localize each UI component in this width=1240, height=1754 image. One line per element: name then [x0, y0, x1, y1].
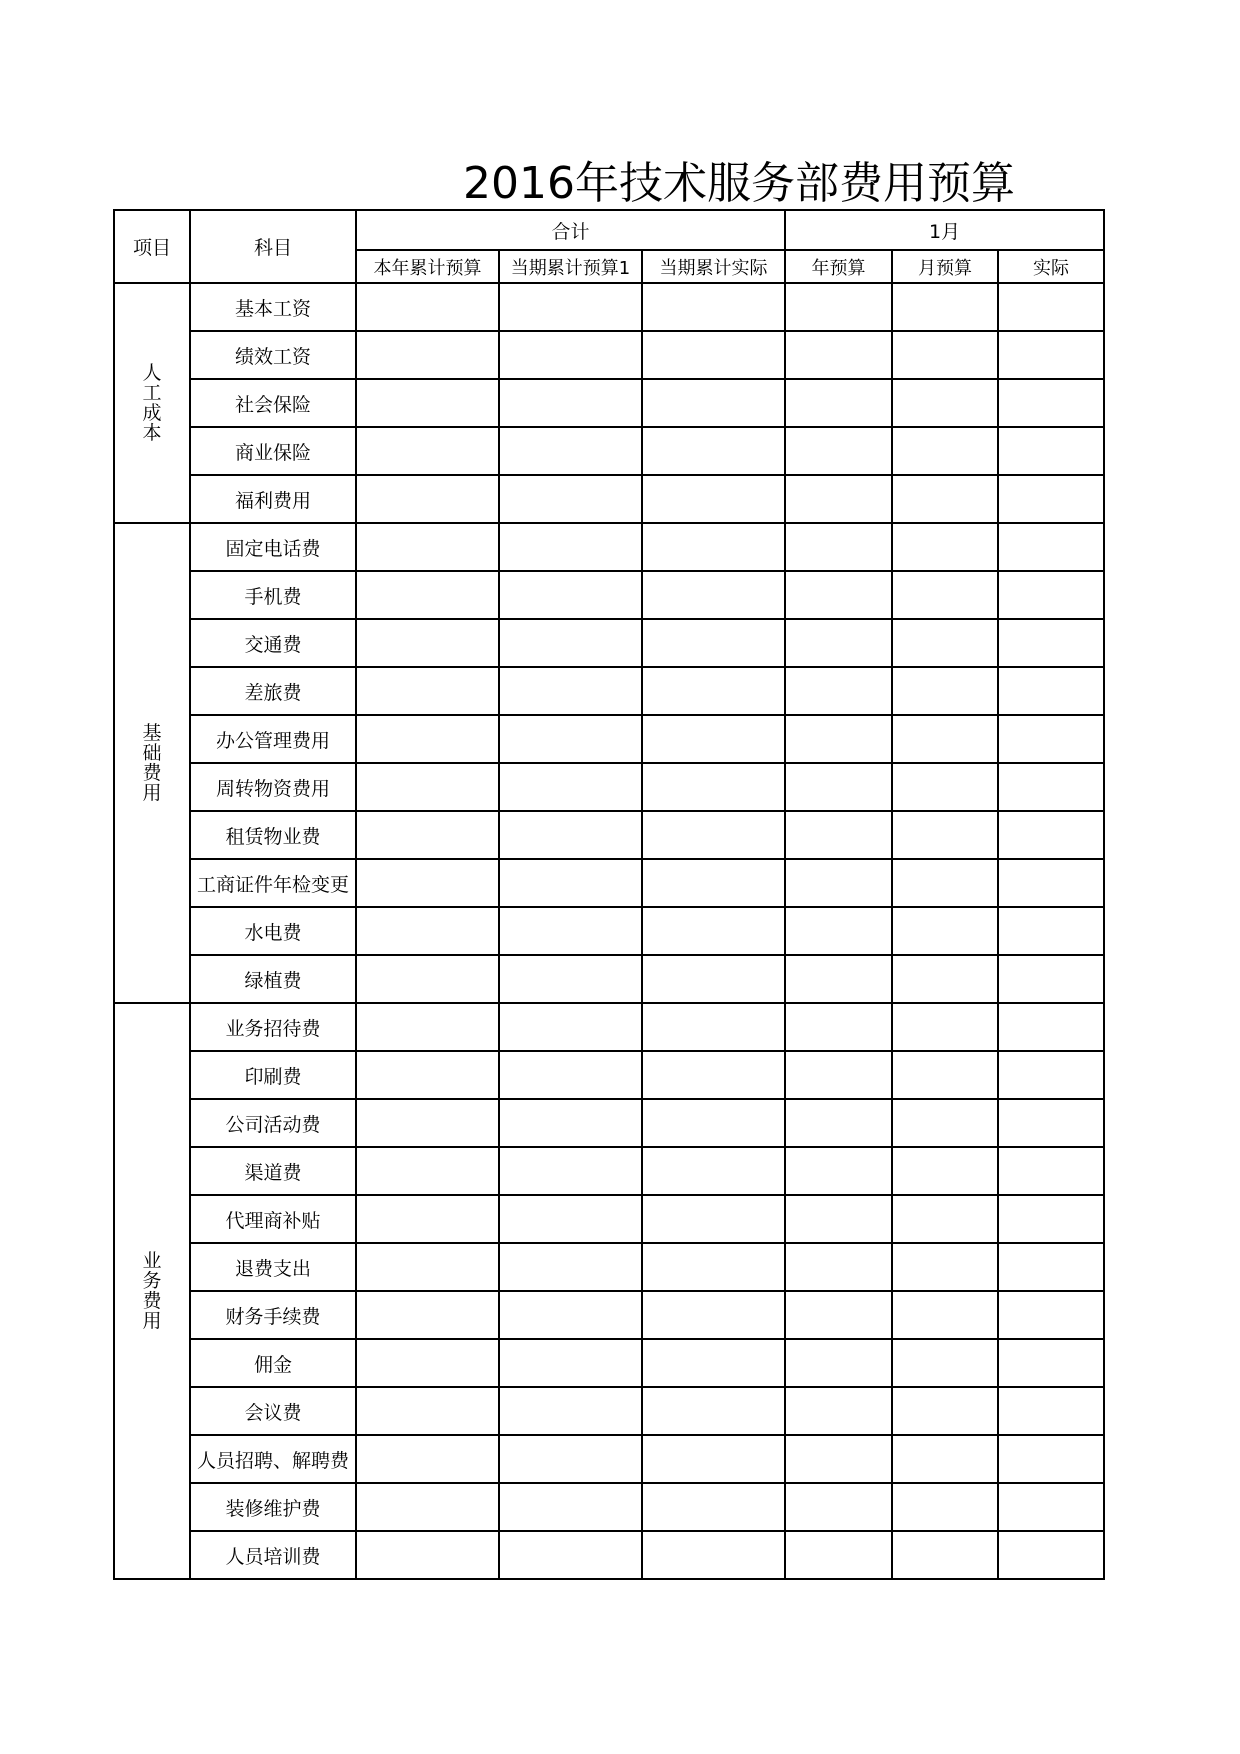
- value-cell[interactable]: [642, 619, 785, 667]
- value-cell[interactable]: [892, 763, 998, 811]
- value-cell[interactable]: [892, 1099, 998, 1147]
- table-row: [114, 1435, 1104, 1483]
- table-row: [114, 667, 1104, 715]
- value-cell[interactable]: [892, 1339, 998, 1387]
- value-cell[interactable]: [892, 907, 998, 955]
- value-cell[interactable]: [499, 1243, 642, 1291]
- value-cell[interactable]: [892, 715, 998, 763]
- subject-cell: 福利费用: [190, 475, 356, 523]
- value-cell[interactable]: [499, 331, 642, 379]
- value-cell[interactable]: [785, 859, 892, 907]
- table-row: [114, 1483, 1104, 1531]
- value-cell[interactable]: [998, 379, 1104, 427]
- value-cell[interactable]: [998, 907, 1104, 955]
- subject-cell: 会议费: [190, 1387, 356, 1435]
- subject-cell: 水电费: [190, 907, 356, 955]
- value-cell[interactable]: [892, 571, 998, 619]
- value-cell[interactable]: [499, 907, 642, 955]
- value-cell[interactable]: [998, 763, 1104, 811]
- table-row: [114, 1243, 1104, 1291]
- value-cell[interactable]: [356, 379, 499, 427]
- value-cell[interactable]: [499, 619, 642, 667]
- value-cell[interactable]: [642, 283, 785, 331]
- value-cell[interactable]: [356, 1051, 499, 1099]
- header-year-cumulative-budget: 本年累计预算: [356, 250, 499, 283]
- subject-cell: 佣金: [190, 1339, 356, 1387]
- table-row: [114, 1531, 1104, 1579]
- value-cell[interactable]: [642, 907, 785, 955]
- value-cell[interactable]: [499, 475, 642, 523]
- subject-cell: 租赁物业费: [190, 811, 356, 859]
- value-cell[interactable]: [785, 379, 892, 427]
- value-cell[interactable]: [499, 1291, 642, 1339]
- value-cell[interactable]: [499, 955, 642, 1003]
- value-cell[interactable]: [785, 475, 892, 523]
- header-total-group: 合计: [356, 210, 785, 250]
- value-cell[interactable]: [892, 475, 998, 523]
- value-cell[interactable]: [642, 1195, 785, 1243]
- value-cell[interactable]: [998, 1099, 1104, 1147]
- value-cell[interactable]: [642, 1003, 785, 1051]
- subject-cell: 业务招待费: [190, 1003, 356, 1051]
- value-cell[interactable]: [356, 475, 499, 523]
- value-cell[interactable]: [356, 1291, 499, 1339]
- value-cell[interactable]: [642, 1291, 785, 1339]
- value-cell[interactable]: [892, 1435, 998, 1483]
- value-cell[interactable]: [499, 571, 642, 619]
- group-label: [114, 283, 190, 523]
- value-cell[interactable]: [892, 667, 998, 715]
- header-month-group: 1月: [785, 210, 1104, 250]
- value-cell[interactable]: [499, 1435, 642, 1483]
- value-cell[interactable]: [642, 1099, 785, 1147]
- subject-cell: 商业保险: [190, 427, 356, 475]
- value-cell[interactable]: [892, 523, 998, 571]
- value-cell[interactable]: [642, 427, 785, 475]
- value-cell[interactable]: [785, 283, 892, 331]
- table-row: [114, 1051, 1104, 1099]
- table-row: [114, 955, 1104, 1003]
- value-cell[interactable]: [892, 1147, 998, 1195]
- value-cell[interactable]: [785, 907, 892, 955]
- subject-cell: 交通费: [190, 619, 356, 667]
- value-cell[interactable]: [642, 1531, 785, 1579]
- value-cell[interactable]: [785, 1147, 892, 1195]
- value-cell[interactable]: [892, 1003, 998, 1051]
- subject-cell: 工商证件年检变更: [190, 859, 356, 907]
- value-cell[interactable]: [356, 715, 499, 763]
- value-cell[interactable]: [785, 1003, 892, 1051]
- group-label-char: 费: [142, 762, 162, 784]
- table-row: [114, 907, 1104, 955]
- value-cell[interactable]: [998, 1483, 1104, 1531]
- table-row: [114, 811, 1104, 859]
- group-label-char: 务: [142, 1270, 162, 1292]
- table-row: [114, 427, 1104, 475]
- table-row: [114, 619, 1104, 667]
- value-cell[interactable]: [998, 1147, 1104, 1195]
- header-annual-budget: 年预算: [785, 250, 892, 283]
- value-cell[interactable]: [642, 1387, 785, 1435]
- value-cell[interactable]: [642, 1051, 785, 1099]
- value-cell[interactable]: [356, 1435, 499, 1483]
- value-cell[interactable]: [356, 283, 499, 331]
- value-cell[interactable]: [892, 1195, 998, 1243]
- value-cell[interactable]: [892, 1531, 998, 1579]
- group-label: [114, 523, 190, 1003]
- value-cell[interactable]: [785, 1195, 892, 1243]
- table-row: [114, 1339, 1104, 1387]
- value-cell[interactable]: [642, 379, 785, 427]
- value-cell[interactable]: [892, 859, 998, 907]
- header-period-cumulative-budget: 当期累计预算1: [499, 250, 642, 283]
- table-row: [114, 1195, 1104, 1243]
- subject-cell: 绩效工资: [190, 331, 356, 379]
- subject-cell: 绿植费: [190, 955, 356, 1003]
- subject-cell: 固定电话费: [190, 523, 356, 571]
- value-cell[interactable]: [356, 1243, 499, 1291]
- value-cell[interactable]: [356, 1003, 499, 1051]
- value-cell[interactable]: [499, 1195, 642, 1243]
- value-cell[interactable]: [356, 1147, 499, 1195]
- value-cell[interactable]: [892, 283, 998, 331]
- group-label-char: 本: [142, 422, 162, 444]
- value-cell[interactable]: [998, 1051, 1104, 1099]
- value-cell[interactable]: [785, 715, 892, 763]
- subject-cell: 公司活动费: [190, 1099, 356, 1147]
- group-label-char: 础: [142, 742, 162, 764]
- value-cell[interactable]: [892, 955, 998, 1003]
- value-cell[interactable]: [998, 283, 1104, 331]
- value-cell[interactable]: [642, 1483, 785, 1531]
- value-cell[interactable]: [499, 379, 642, 427]
- value-cell[interactable]: [642, 1147, 785, 1195]
- value-cell[interactable]: [785, 1099, 892, 1147]
- group-label-char: 用: [142, 1310, 162, 1332]
- header-monthly-budget: 月预算: [892, 250, 998, 283]
- table-row: [114, 1003, 1104, 1051]
- subject-cell: 人员招聘、解聘费: [190, 1435, 356, 1483]
- value-cell[interactable]: [499, 1099, 642, 1147]
- value-cell[interactable]: [356, 1483, 499, 1531]
- value-cell[interactable]: [499, 859, 642, 907]
- value-cell[interactable]: [499, 283, 642, 331]
- value-cell[interactable]: [892, 811, 998, 859]
- budget-table: [113, 209, 1105, 1580]
- value-cell[interactable]: [892, 1483, 998, 1531]
- table-row: [114, 715, 1104, 763]
- value-cell[interactable]: [785, 763, 892, 811]
- subject-cell: 渠道费: [190, 1147, 356, 1195]
- value-cell[interactable]: [998, 1195, 1104, 1243]
- group-label-char: 工: [142, 382, 162, 404]
- value-cell[interactable]: [998, 1531, 1104, 1579]
- value-cell[interactable]: [998, 619, 1104, 667]
- value-cell[interactable]: [356, 763, 499, 811]
- value-cell[interactable]: [785, 1291, 892, 1339]
- value-cell[interactable]: [642, 811, 785, 859]
- budget-body: [114, 283, 1104, 1579]
- value-cell[interactable]: [892, 427, 998, 475]
- value-cell[interactable]: [356, 571, 499, 619]
- value-cell[interactable]: [998, 1291, 1104, 1339]
- value-cell[interactable]: [499, 763, 642, 811]
- table-row: [114, 1099, 1104, 1147]
- value-cell[interactable]: [892, 1243, 998, 1291]
- value-cell[interactable]: [642, 667, 785, 715]
- value-cell[interactable]: [998, 427, 1104, 475]
- table-row: [114, 1387, 1104, 1435]
- value-cell[interactable]: [356, 907, 499, 955]
- value-cell[interactable]: [785, 523, 892, 571]
- group-label-char: 用: [142, 782, 162, 804]
- table-row: [114, 331, 1104, 379]
- value-cell[interactable]: [642, 571, 785, 619]
- value-cell[interactable]: [998, 1387, 1104, 1435]
- value-cell[interactable]: [499, 1147, 642, 1195]
- header-actual: 实际: [998, 250, 1104, 283]
- subject-cell: 人员培训费: [190, 1531, 356, 1579]
- value-cell[interactable]: [998, 571, 1104, 619]
- value-cell[interactable]: [356, 1339, 499, 1387]
- group-label-char: 成: [142, 402, 162, 424]
- value-cell[interactable]: [642, 1243, 785, 1291]
- value-cell[interactable]: [642, 1339, 785, 1387]
- table-row: [114, 1291, 1104, 1339]
- value-cell[interactable]: [356, 523, 499, 571]
- value-cell[interactable]: [892, 331, 998, 379]
- value-cell[interactable]: [785, 619, 892, 667]
- value-cell[interactable]: [642, 955, 785, 1003]
- value-cell[interactable]: [499, 1483, 642, 1531]
- value-cell[interactable]: [998, 859, 1104, 907]
- subject-cell: 退费支出: [190, 1243, 356, 1291]
- value-cell[interactable]: [785, 427, 892, 475]
- value-cell[interactable]: [499, 1051, 642, 1099]
- value-cell[interactable]: [785, 1243, 892, 1291]
- value-cell[interactable]: [785, 1051, 892, 1099]
- value-cell[interactable]: [998, 667, 1104, 715]
- value-cell[interactable]: [642, 523, 785, 571]
- table-row: [114, 1147, 1104, 1195]
- value-cell[interactable]: [785, 331, 892, 379]
- value-cell[interactable]: [892, 619, 998, 667]
- value-cell[interactable]: [892, 379, 998, 427]
- value-cell[interactable]: [785, 1483, 892, 1531]
- table-row: [114, 523, 1104, 571]
- header-period-cumulative-actual: 当期累计实际: [642, 250, 785, 283]
- value-cell[interactable]: [499, 1387, 642, 1435]
- table-row: [114, 763, 1104, 811]
- value-cell[interactable]: [499, 811, 642, 859]
- value-cell[interactable]: [356, 1387, 499, 1435]
- group-label-char: 人: [142, 362, 162, 384]
- page-title: 2016年技术服务部费用预算: [463, 158, 1015, 209]
- value-cell[interactable]: [642, 763, 785, 811]
- value-cell[interactable]: [499, 715, 642, 763]
- subject-cell: 差旅费: [190, 667, 356, 715]
- group-label: [114, 1003, 190, 1579]
- value-cell[interactable]: [499, 523, 642, 571]
- subject-cell: 财务手续费: [190, 1291, 356, 1339]
- value-cell[interactable]: [892, 1051, 998, 1099]
- value-cell[interactable]: [356, 427, 499, 475]
- subject-cell: 印刷费: [190, 1051, 356, 1099]
- value-cell[interactable]: [499, 427, 642, 475]
- value-cell[interactable]: [499, 1531, 642, 1579]
- value-cell[interactable]: [785, 1531, 892, 1579]
- subject-cell: 手机费: [190, 571, 356, 619]
- value-cell[interactable]: [356, 1531, 499, 1579]
- value-cell[interactable]: [642, 859, 785, 907]
- subject-cell: 基本工资: [190, 283, 356, 331]
- value-cell[interactable]: [642, 475, 785, 523]
- value-cell[interactable]: [998, 1435, 1104, 1483]
- value-cell[interactable]: [499, 1003, 642, 1051]
- value-cell[interactable]: [785, 1387, 892, 1435]
- subject-cell: 周转物资费用: [190, 763, 356, 811]
- value-cell[interactable]: [998, 523, 1104, 571]
- header-project: 项目: [114, 210, 190, 283]
- value-cell[interactable]: [998, 1243, 1104, 1291]
- value-cell[interactable]: [642, 331, 785, 379]
- group-label-char: 业: [142, 1250, 162, 1272]
- value-cell[interactable]: [892, 1291, 998, 1339]
- value-cell[interactable]: [356, 331, 499, 379]
- value-cell[interactable]: [998, 1003, 1104, 1051]
- value-cell[interactable]: [356, 811, 499, 859]
- subject-cell: 社会保险: [190, 379, 356, 427]
- value-cell[interactable]: [998, 811, 1104, 859]
- group-label-char: 费: [142, 1290, 162, 1312]
- value-cell[interactable]: [998, 1339, 1104, 1387]
- subject-cell: 装修维护费: [190, 1483, 356, 1531]
- value-cell[interactable]: [642, 715, 785, 763]
- value-cell[interactable]: [998, 331, 1104, 379]
- table-row: [114, 283, 1104, 331]
- value-cell[interactable]: [785, 1339, 892, 1387]
- value-cell[interactable]: [356, 859, 499, 907]
- group-label-char: 基: [142, 722, 162, 744]
- table-row: [114, 859, 1104, 907]
- value-cell[interactable]: [998, 475, 1104, 523]
- value-cell[interactable]: [642, 1435, 785, 1483]
- value-cell[interactable]: [785, 1435, 892, 1483]
- value-cell[interactable]: [785, 571, 892, 619]
- value-cell[interactable]: [499, 1339, 642, 1387]
- subject-cell: 代理商补贴: [190, 1195, 356, 1243]
- value-cell[interactable]: [356, 1195, 499, 1243]
- value-cell[interactable]: [356, 667, 499, 715]
- value-cell[interactable]: [356, 1099, 499, 1147]
- value-cell[interactable]: [499, 667, 642, 715]
- table-row: [114, 571, 1104, 619]
- subject-cell: 办公管理费用: [190, 715, 356, 763]
- value-cell[interactable]: [998, 715, 1104, 763]
- value-cell[interactable]: [356, 619, 499, 667]
- value-cell[interactable]: [998, 955, 1104, 1003]
- table-row: [114, 379, 1104, 427]
- value-cell[interactable]: [356, 955, 499, 1003]
- value-cell[interactable]: [892, 1387, 998, 1435]
- table-row: [114, 475, 1104, 523]
- header-subject: 科目: [190, 210, 356, 283]
- value-cell[interactable]: [785, 811, 892, 859]
- value-cell[interactable]: [785, 955, 892, 1003]
- value-cell[interactable]: [785, 667, 892, 715]
